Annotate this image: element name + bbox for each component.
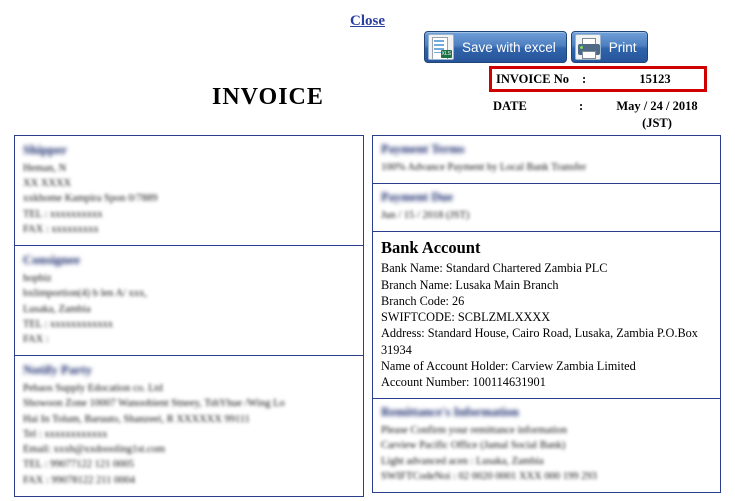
bank-account-line: Name of Account Holder: Carview Zambia Limited bbox=[381, 358, 636, 373]
invoice-date-row bbox=[489, 98, 707, 132]
consignee-line: hopbiz bbox=[23, 273, 52, 285]
bank-account-card bbox=[372, 232, 721, 399]
shipper-line: xxkhome Kampira Spon 0/7889 bbox=[23, 193, 158, 205]
remittance-info-line: SWIFTCodeNoi : 02 0020 0001 XXX 000 199 293 bbox=[381, 470, 597, 482]
save-with-excel-label: Save with excel bbox=[462, 39, 556, 55]
bank-account-line: Branch Code: 26 bbox=[381, 293, 465, 308]
invoice-date-value-group bbox=[607, 98, 707, 132]
close-bar bbox=[0, 12, 735, 30]
payment-terms-lines bbox=[381, 160, 712, 175]
consignee-line: bxlimportion(4) b len A/ xxx, bbox=[23, 288, 147, 300]
print-button[interactable] bbox=[571, 31, 648, 63]
notify-party-line: Showoon Zone 10007 Wanoobient Stneey, TshYhue /Wing Lo bbox=[23, 398, 285, 410]
page-title: INVOICE bbox=[212, 84, 324, 110]
invoice-right-column bbox=[372, 135, 721, 497]
shipper-line: TEL : xxxxxxxxxx bbox=[23, 208, 103, 220]
consignee-lines bbox=[23, 271, 355, 347]
payment-due-lines bbox=[381, 208, 712, 223]
payment-terms-line: 100% Advance Payment by Local Bank Transfer bbox=[381, 162, 587, 173]
close-link[interactable]: Close bbox=[350, 13, 385, 29]
invoice-left-column bbox=[14, 135, 364, 497]
invoice-date-timezone: (JST) bbox=[642, 115, 672, 130]
consignee-title: Consignee bbox=[23, 252, 81, 268]
bank-account-line: SWIFTCODE: SCBLZMLXXXX bbox=[381, 310, 551, 325]
notify-party-card bbox=[14, 356, 364, 497]
notify-party-lines bbox=[23, 381, 355, 488]
shipper-line: Heman, N bbox=[23, 163, 67, 174]
printer-icon bbox=[575, 34, 601, 60]
bank-account-line: Account Number: 100114631901 bbox=[381, 374, 546, 389]
bank-account-line: Bank Name: Standard Chartered Zambia PLC bbox=[381, 261, 608, 276]
notify-party-line: Email: xxxh@xxdoooling1st.com bbox=[23, 444, 166, 456]
remittance-info-line: Please Confirm your remittance information bbox=[381, 425, 568, 437]
invoice-no-colon: : bbox=[582, 72, 587, 86]
remittance-info-line: Light advanced acen : Lusaka, Zambia bbox=[381, 455, 544, 467]
consignee-card bbox=[14, 246, 364, 356]
save-with-excel-button[interactable] bbox=[424, 31, 567, 63]
remittance-info-title: Remittance's Information bbox=[381, 405, 519, 420]
invoice-no-row bbox=[496, 72, 700, 87]
shipper-title: Shipper bbox=[23, 142, 68, 157]
consignee-line: TEL : xxxxxxxxxxxx bbox=[23, 318, 114, 330]
payment-terms-card bbox=[372, 135, 721, 184]
notify-party-line: FAX : 99078122 211 0004 bbox=[23, 474, 136, 486]
remittance-info-line: Carview Pacific Office (Jamal Social Bank) bbox=[381, 440, 566, 452]
shipper-lines bbox=[23, 161, 355, 237]
excel-file-icon bbox=[428, 34, 454, 60]
remittance-info-lines bbox=[381, 423, 712, 484]
notify-party-line: Tel : xxxxxxxxxxxx bbox=[23, 428, 108, 440]
notify-party-title: Notify Party bbox=[23, 362, 92, 378]
bank-account-lines bbox=[381, 260, 712, 390]
invoice-body bbox=[14, 135, 721, 497]
payment-due-title: Payment Due bbox=[381, 190, 453, 205]
bank-account-line: Address: Standard House, Cairo Road, Lusaka, Zambia P.O.Box 31934 bbox=[381, 326, 698, 357]
notify-party-line: Hai In Tolum, Baruuto, Shanzeei, R XXXXXX 99111 bbox=[23, 413, 250, 425]
print-label: Print bbox=[608, 39, 637, 55]
invoice-date-colon: : bbox=[579, 99, 584, 113]
bank-account-title: Bank Account bbox=[381, 238, 481, 258]
shipper-card bbox=[14, 135, 364, 246]
consignee-line: FAX : bbox=[23, 333, 49, 345]
invoice-no-label: INVOICE No bbox=[496, 72, 570, 86]
bank-account-line: Branch Name: Lusaka Main Branch bbox=[381, 277, 559, 292]
toolbar-buttons bbox=[424, 31, 648, 63]
shipper-line: XX XXXX bbox=[23, 178, 72, 190]
payment-due-card bbox=[372, 184, 721, 232]
consignee-line: Lusaka, Zambia bbox=[23, 303, 91, 315]
invoice-no-highlight-box bbox=[489, 66, 707, 92]
shipper-line: FAX : xxxxxxxxx bbox=[23, 223, 99, 235]
payment-due-line: Jun / 15 / 2018 (JST) bbox=[381, 210, 470, 222]
notify-party-line: Pebaos Supply Edocation co. Ltd bbox=[23, 383, 163, 395]
invoice-date-label: DATE bbox=[493, 99, 527, 113]
notify-party-line: TEL : 99077122 121 0005 bbox=[23, 459, 135, 471]
invoice-date-value: May / 24 / 2018 bbox=[616, 99, 698, 113]
remittance-info-card bbox=[372, 399, 721, 493]
payment-terms-title: Payment Terms bbox=[381, 142, 465, 156]
invoice-meta bbox=[489, 66, 707, 132]
invoice-no-value: 15123 bbox=[639, 72, 671, 86]
